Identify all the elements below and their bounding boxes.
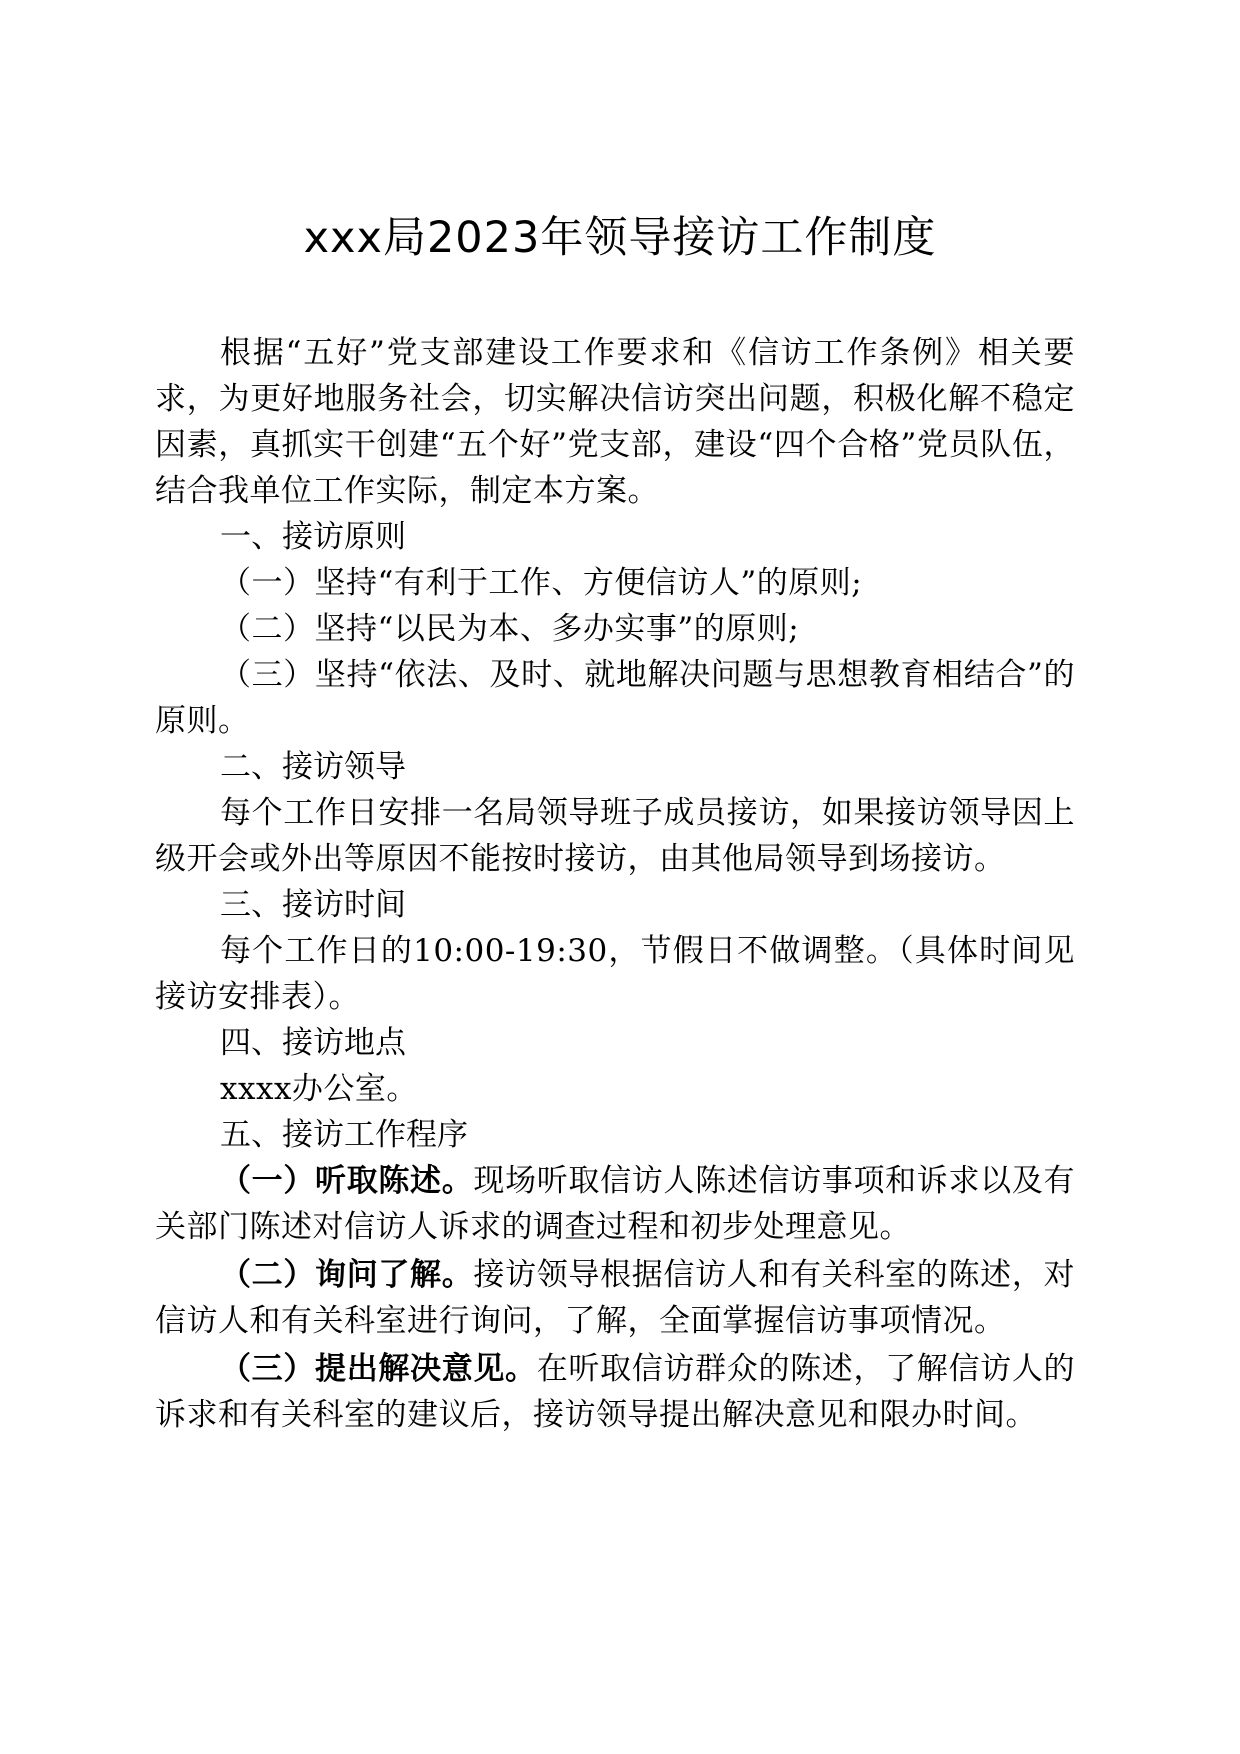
procedure-step-1-lead: （一）听取陈述。 [220,1163,474,1199]
procedure-step-1 [155,1158,1075,1250]
procedure-step-1-text: 现场听取信访人陈述信访事项和诉求以及有关部门陈述对信访人诉求的调查过程和初步处理意见。 [155,1163,1076,1245]
section-heading-leaders: 二、接访领导 [220,749,406,785]
section-heading-principles: 一、接访原则 [220,519,406,555]
principle-item-1: （一）坚持“有利于工作、方便信访人”的原则; [220,565,863,601]
document-title: xxx局2023年领导接访工作制度 [303,213,937,263]
procedure-step-2 [155,1252,1075,1344]
principle-item-2: （二）坚持“以民为本、多办实事”的原则; [220,611,800,647]
procedure-step-3-lead: （三）提出解决意见。 [220,1351,537,1387]
leaders-paragraph: 每个工作日安排一名局领导班子成员接访，如果接访领导因上级开会或外出等原因不能按时接访，由其他局领导到场接访。 [155,795,1075,877]
section-heading-procedure: 五、接访工作程序 [220,1117,468,1153]
procedure-step-3-text: 在听取信访群众的陈述，了解信访人的诉求和有关科室的建议后，接访领导提出解决意见和限办时间。 [155,1351,1076,1433]
procedure-step-2-lead: （二）询问了解。 [220,1257,474,1293]
intro-paragraph: 根据“五好”党支部建设工作要求和《信访工作条例》相关要求，为更好地服务社会，切实解决信访突出问题，积极化解不稳定因素，真抓实干创建“五个好”党支部，建设“四个合格”党员队伍，结合我单位工作实际，制定本方案。 [155,335,1075,509]
section-heading-location: 四、接访地点 [220,1025,406,1061]
location-paragraph: xxxx办公室。 [220,1071,418,1107]
procedure-step-2-text: 接访领导根据信访人和有关科室的陈述，对信访人和有关科室进行询问，了解，全面掌握信访事项情况。 [155,1257,1076,1339]
time-paragraph: 每个工作日的10:00-19:30，节假日不做调整。（具体时间见接访安排表）。 [155,933,1075,1015]
section-heading-time: 三、接访时间 [220,887,406,923]
principle-item-3: （三）坚持“依法、及时、就地解决问题与思想教育相结合”的原则。 [155,657,1075,739]
document-body [155,330,1075,1438]
procedure-step-3 [155,1346,1075,1438]
